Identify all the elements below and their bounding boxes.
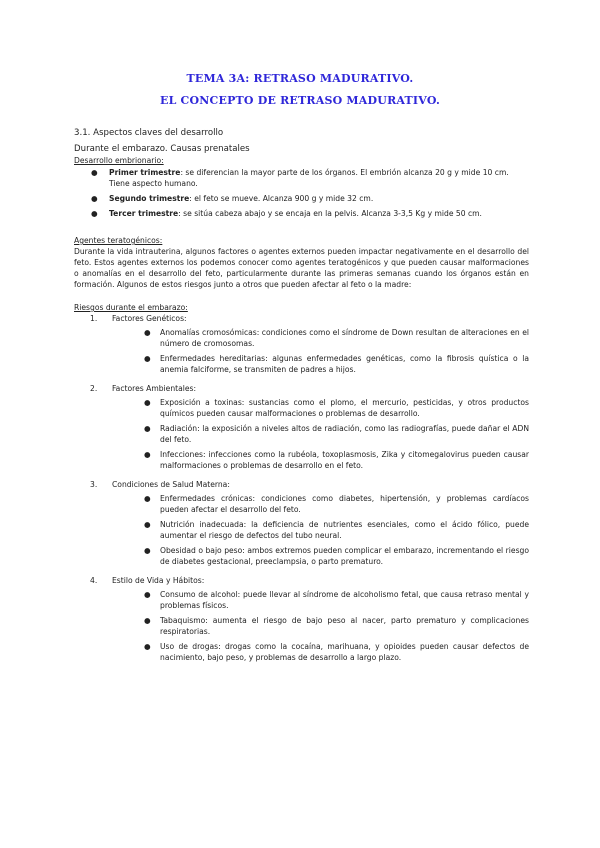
list-item: ● Consumo de alcohol: puede llevar al síndrome de alcoholismo fetal, que causa retraso mental y problemas físicos.	[144, 590, 529, 610]
trimester-list	[74, 167, 529, 219]
risk-group-title: Condiciones de Salud Materna:	[112, 480, 230, 489]
bullet-icon: ●	[144, 398, 151, 407]
bullet-icon: ●	[91, 194, 98, 203]
teratogenos-paragraph: Durante la vida intrauterina, algunos factores o agentes externos pueden impactar negativamente en el desarrollo del feto. Estos agentes externos los podemos conocer como agentes teratogénicos y que pueden causar malformaciones o anomalías en el desarrollo del feto, particularmente durante las primeras semanas cuando los órganos están en formación. Algunos de estos riesgos junto a otros que pueden afectar al feto o la madre:	[74, 247, 529, 289]
bullet-icon: ●	[91, 168, 98, 177]
list-item: ● Anomalías cromosómicas: condiciones como el síndrome de Down resultan de alteraciones en el número de cromosomas.	[144, 328, 529, 348]
list-item: ● Exposición a toxinas: sustancias como el plomo, el mercurio, pesticidas, y otros productos químicos pueden causar malformaciones o problemas de desarrollo.	[144, 398, 529, 418]
risk-group: 3. Condiciones de Salud Materna: ● Enfermedades crónicas: condiciones como diabetes, hipertensión, y problemas cardíacos pueden afectar el desarrollo del feto. ● Nutrición inadecuada: la deficiencia de nutrientes esenciales, como el ácido fólico, puede aumentar el riesgo de defectos del tubo neural. ● Obesidad o bajo peso: ambos extremos pueden complicar el embarazo, incrementando el riesgo de diabetes gestacional, preeclampsia, o parto prematuro.	[74, 479, 529, 567]
risk-groups	[74, 313, 529, 663]
list-item: ● Enfermedades crónicas: condiciones como diabetes, hipertensión, y problemas cardíacos pueden afectar el desarrollo del feto.	[144, 494, 529, 514]
risk-group-title: Factores Ambientales:	[112, 384, 197, 393]
risk-group-title: Factores Genéticos:	[112, 314, 187, 323]
list-item: ● Nutrición inadecuada: la deficiencia de nutrientes esenciales, como el ácido fólico, puede aumentar el riesgo de defectos del tubo neural.	[144, 520, 529, 540]
risk-group-title: Estilo de Vida y Hábitos:	[112, 576, 205, 585]
bullet-icon: ●	[144, 590, 151, 599]
list-item: ● Tabaquismo: aumenta el riesgo de bajo peso al nacer, parto prematuro y complicaciones respiratorias.	[144, 616, 529, 636]
riesgos-label: Riesgos durante el embarazo:	[74, 303, 188, 312]
section-heading: 3.1. Aspectos claves del desarrollo	[74, 128, 224, 138]
risk-group: 2. Factores Ambientales: ● Exposición a toxinas: sustancias como el plomo, el mercurio, pesticidas, y otros productos químicos pueden causar malformaciones o problemas de desarrollo. ● Radiación: la exposición a niveles altos de radiación, como las radiografías, puede dañar el ADN del feto. ● Infecciones: infecciones como la rubéola, toxoplasmosis, Zika y citomegalovirus pueden causar malformaciones o problemas de desarrollo en el feto.	[74, 383, 529, 471]
list-item: ● Radiación: la exposición a niveles altos de radiación, como las radiografías, puede dañar el ADN del feto.	[144, 424, 529, 444]
bullet-icon: ●	[144, 520, 151, 529]
document-body	[74, 127, 529, 671]
bullet-icon: ●	[144, 546, 151, 555]
page-subtitle: EL CONCEPTO DE RETRASO MADURATIVO.	[159, 94, 440, 107]
list-item: ● Obesidad o bajo peso: ambos extremos pueden complicar el embarazo, incrementando el riesgo de diabetes gestacional, preeclampsia, o parto prematuro.	[144, 546, 529, 566]
list-item: ● Uso de drogas: drogas como la cocaína, marihuana, y opioides pueden causar defectos de nacimiento, bajo peso, y problemas de desarrollo a largo plazo.	[144, 642, 529, 662]
bullet-icon: ●	[144, 328, 151, 337]
bullet-icon: ●	[144, 450, 151, 459]
bullet-icon: ●	[144, 616, 151, 625]
embrionario-label: Desarrollo embrionario:	[74, 156, 164, 165]
bullet-icon: ●	[144, 494, 151, 503]
bullet-icon: ●	[144, 424, 151, 433]
risk-group: 1. Factores Genéticos: ● Anomalías cromosómicas: condiciones como el síndrome de Down resultan de alteraciones en el número de cromosomas. ● Enfermedades hereditarias: algunas enfermedades genéticas, como la fibrosis quística o la anemia falciforme, se transmiten de padres a hijos.	[74, 313, 529, 375]
section-subheading: Durante el embarazo. Causas prenatales	[74, 144, 250, 154]
risk-group: 4. Estilo de Vida y Hábitos: ● Consumo de alcohol: puede llevar al síndrome de alcoholismo fetal, que causa retraso mental y problemas físicos. ● Tabaquismo: aumenta el riesgo de bajo peso al nacer, parto prematuro y complicaciones respiratorias. ● Uso de drogas: drogas como la cocaína, marihuana, y opioides pueden causar defectos de nacimiento, bajo peso, y problemas de desarrollo a largo plazo.	[74, 575, 529, 663]
bullet-icon: ●	[91, 209, 98, 218]
list-item: ● Infecciones: infecciones como la rubéola, toxoplasmosis, Zika y citomegalovirus pueden causar malformaciones o problemas de desarrollo en el feto.	[144, 450, 529, 470]
teratogenos-label: Agentes teratogénicos:	[74, 236, 163, 245]
list-item: ● Primer trimestre: se diferencian la mayor parte de los órganos. El embrión alcanza 20 g y mide 10 cm. Tiene aspecto humano.	[91, 168, 509, 188]
list-item: ● Enfermedades hereditarias: algunas enfermedades genéticas, como la fibrosis quística o la anemia falciforme, se transmiten de padres a hijos.	[144, 354, 529, 374]
list-item: ● Segundo trimestre: el feto se mueve. Alcanza 900 g y mide 32 cm.	[91, 194, 374, 203]
bullet-icon: ●	[144, 354, 151, 363]
page-title: TEMA 3A: RETRASO MADURATIVO.	[186, 72, 414, 85]
bullet-icon: ●	[144, 642, 151, 651]
list-item: ● Tercer trimestre: se sitúa cabeza abajo y se encaja en la pelvis. Alcanza 3-3,5 Kg y mide 50 cm.	[91, 209, 482, 218]
